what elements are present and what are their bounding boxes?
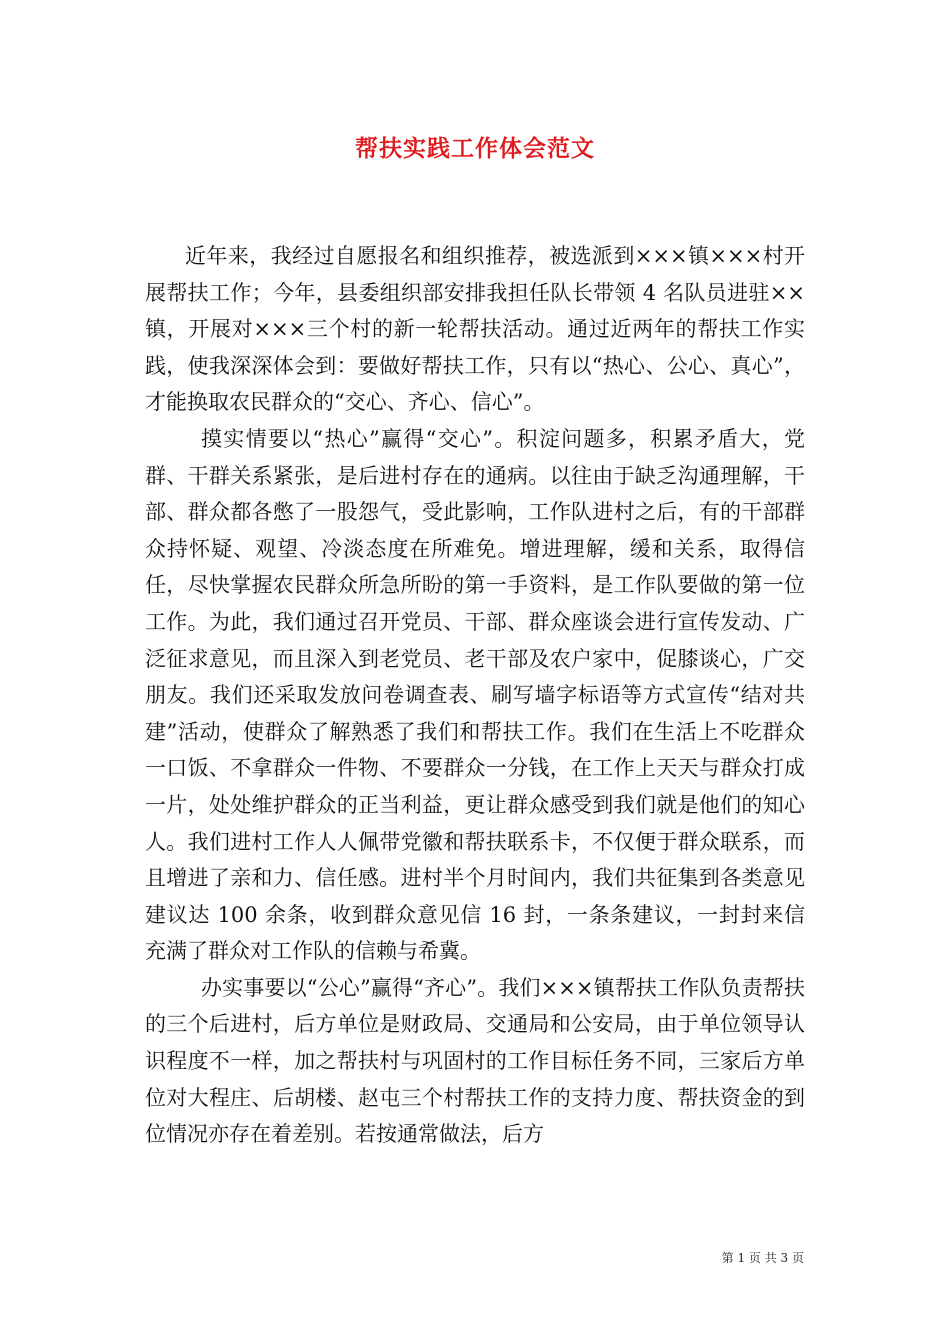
page-title: 帮扶实践工作体会范文 [355,135,595,162]
document-body [145,238,805,1153]
paragraph-warm-heart: 摸实情要以“热心”赢得“交心”。积淀问题多，积累矛盾大，党群、干群关系紧张，是后进村存在的通病。以往由于缺乏沟通理解，干部、群众都各憋了一股怨气，受此影响，工作队进村之后，有的干部群众持怀疑、观望、冷淡态度在所难免。增进理解，缓和关系，取得信任，尽快掌握农民群众所急所盼的第一手资料，是工作队要做的第一位工作。为此，我们通过召开党员、干部、群众座谈会进行宣传发动、广泛征求意见，而且深入到老党员、老干部及农户家中，促膝谈心，广交朋友。我们还采取发放问卷调查表、刷写墙字标语等方式宣传“结对共建”活动，使群众了解熟悉了我们和帮扶工作。我们在生活上不吃群众一口饭、不拿群众一件物、不要群众一分钱，在工作上天天与群众打成一片，处处维护群众的正当利益，更让群众感受到我们就是他们的知心人。我们进村工作人人佩带党徽和帮扶联系卡，不仅便于群众联系，而且增进了亲和力、信任感。进村半个月时间内，我们共征集到各类意见建议达 100 余条，收到群众意见信 16 封，一条条建议，一封封来信充满了群众对工作队的信赖与希冀。 [145,426,805,964]
page-number-footer: 第 1 页 共 3 页 [721,1251,804,1265]
paragraph-public-heart: 办实事要以“公心”赢得“齐心”。我们×××镇帮扶工作队负责帮扶的三个后进村，后方单位是财政局、交通局和公安局，由于单位领导认识程度不一样，加之帮扶村与巩固村的工作目标任务不同，三家后方单位对大程庄、后胡楼、赵屯三个村帮扶工作的支持力度、帮扶资金的到位情况亦存在着差别。若按通常做法，后方 [145,975,805,1147]
paragraph-intro: 近年来，我经过自愿报名和组织推荐，被选派到×××镇×××村开展帮扶工作；今年，县委组织部安排我担任队长带领 4 名队员进驻××镇，开展对×××三个村的新一轮帮扶活动。通过近两年的帮扶工作实践，使我深深体会到：要做好帮扶工作，只有以“热心、公心、真心”，才能换取农民群众的“交心、齐心、信心”。 [145,244,805,415]
